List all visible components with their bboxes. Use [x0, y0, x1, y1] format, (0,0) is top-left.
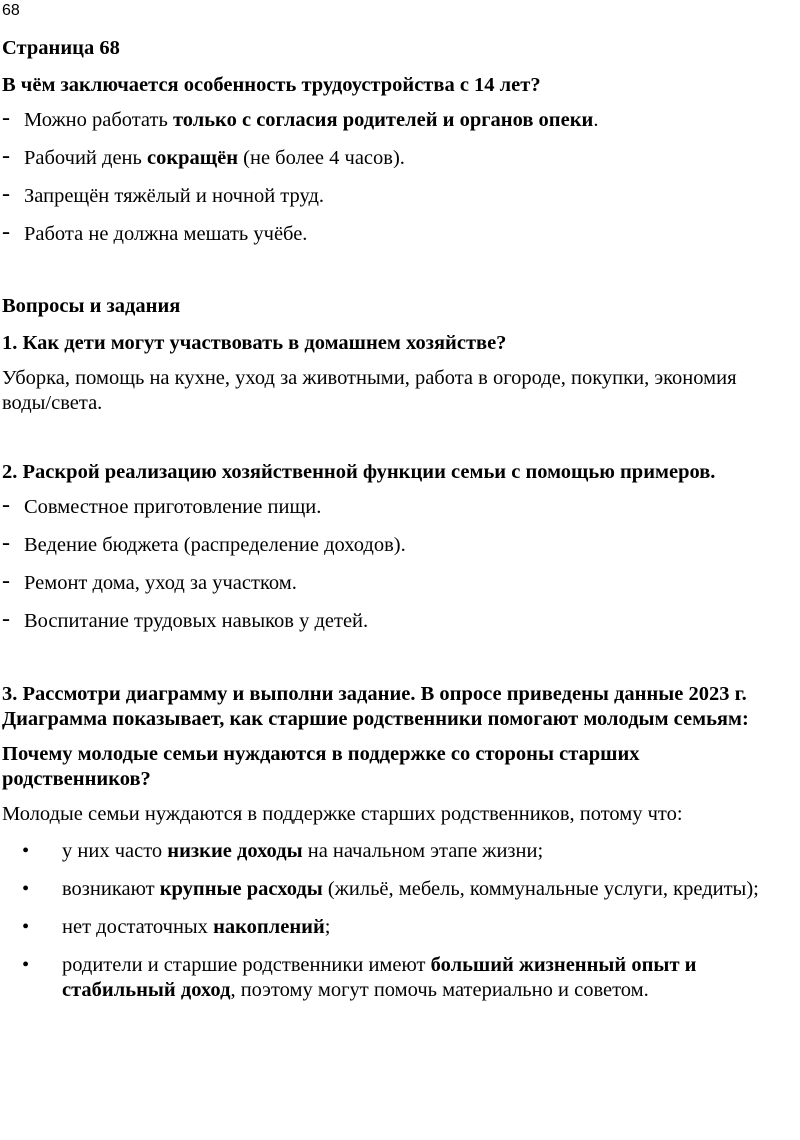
question-3-answer-intro: Молодые семьи нуждаются в поддержке старших родственников, потому что: [2, 803, 683, 825]
section-title: Вопросы и задания [2, 295, 181, 317]
page-number: 68 [2, 2, 20, 19]
question-3-question: Почему молодые семьи нуждаются в поддержке со стороны старших родственников? [2, 743, 640, 790]
list-item: • нет достаточных накоплений; [2, 915, 798, 940]
list-item: - Рабочий день сокращён (не более 4 часов). [2, 146, 798, 171]
list-item: • возникают крупные расходы (жильё, мебель, коммунальные услуги, кредиты); [2, 877, 768, 902]
intro-question: В чём заключается особенность трудоустройства с 14 лет? [2, 74, 541, 96]
question-3-title: 3. Рассмотри диаграмму и выполни задание. В опросе приведены данные 2023 г. [2, 683, 747, 705]
document-body [2, 36, 798, 1016]
question-2-title: 2. Раскрой реализацию хозяйственной функции семьи с помощью примеров. [2, 461, 716, 483]
question-3-subtitle: Диаграмма показывает, как старшие родственники помогают молодым семьям: [2, 708, 749, 730]
intro-list [2, 108, 798, 247]
list-item: - Ведение бюджета (распределение доходов). [2, 533, 798, 558]
list-item: - Ремонт дома, уход за участком. [2, 571, 798, 596]
list-item: - Запрещён тяжёлый и ночной труд. [2, 184, 798, 209]
list-item: - Воспитание трудовых навыков у детей. [2, 609, 798, 634]
list-item: - Совместное приготовление пищи. [2, 495, 798, 520]
question-2-list [2, 495, 798, 634]
list-item: - Работа не должна мешать учёбе. [2, 222, 798, 247]
list-item: • родители и старшие родственники имеют больший жизненный опыт и стабильный доход, поэтому могут помочь материально и советом. [2, 953, 798, 1003]
page-title: Страница 68 [2, 37, 120, 59]
list-item: • у них часто низкие доходы на начальном этапе жизни; [2, 839, 798, 864]
question-1-title: 1. Как дети могут участвовать в домашнем хозяйстве? [2, 332, 507, 354]
list-item: - Можно работать только с согласия родителей и органов опеки. [2, 108, 798, 133]
question-1-answer: Уборка, помощь на кухне, уход за животными, работа в огороде, покупки, экономия воды/света. [2, 367, 737, 414]
question-3-bullets [2, 839, 798, 1003]
